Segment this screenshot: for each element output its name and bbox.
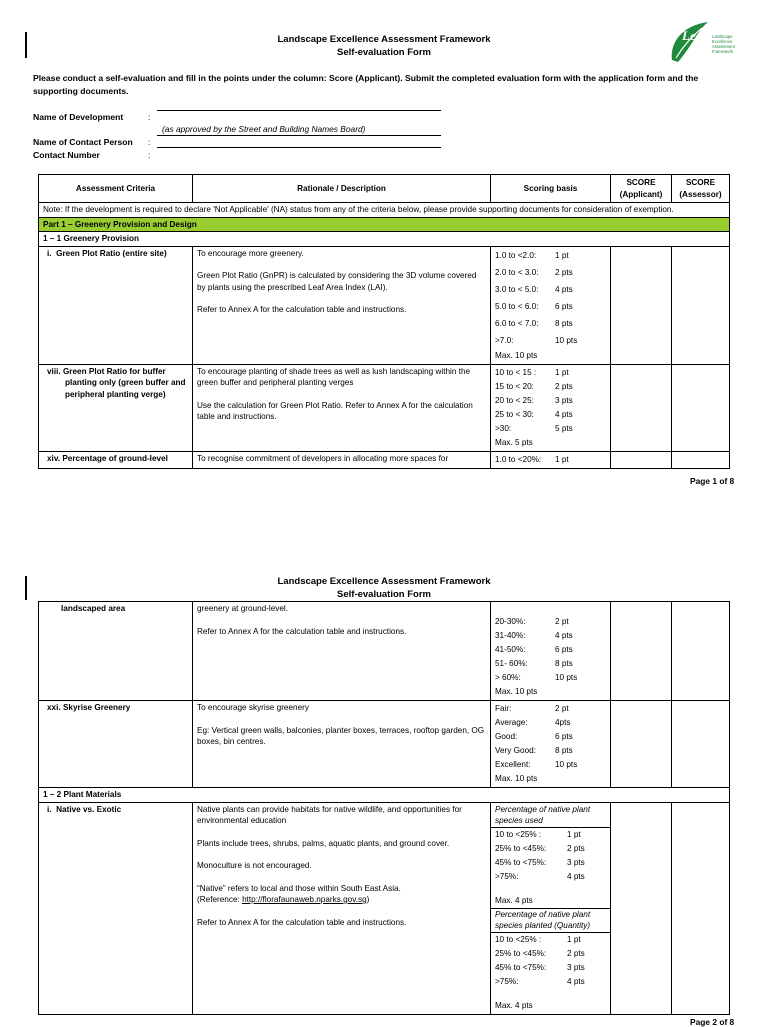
logo-caption-1: Landscape — [712, 34, 733, 39]
table-row — [39, 701, 730, 788]
contact-person-field[interactable] — [157, 135, 441, 136]
score-applicant-cell[interactable] — [611, 451, 672, 468]
part1-heading: Part 1 – Greenery Provision and Design — [39, 217, 730, 232]
rationale-ground: To recognise commitment of developers in allocating more spaces for — [193, 451, 491, 468]
page-number: Page 2 of 8 — [690, 1017, 735, 1027]
form-title: Landscape Excellence Assessment Framework — [277, 34, 491, 45]
logo-caption-4: Framework — [712, 49, 733, 54]
scoring-ground: 1.0 to <20%: 1 pt — [491, 451, 611, 468]
intro-instructions: Please conduct a self-evaluation and fill in the points under the column: Score (Applicant). Submit the completed evaluation form with the application form and the supporting documents. — [33, 73, 699, 96]
section-1-1-heading: 1 – 1 Greenery Provision — [39, 232, 730, 247]
page-2 — [0, 560, 768, 1027]
score-assessor-cell[interactable] — [672, 802, 730, 1014]
criteria-header: Assessment Criteria — [39, 175, 193, 203]
development-label: Name of Development — [33, 112, 124, 122]
criteria-ground: xiv. Percentage of ground-level — [39, 451, 193, 468]
scoring-ground-cont: 20-30%: 2 pt 31-40%: 4 pts 41-50%: 6 pts 51- 60%: 8 pts > 60%: 10 pts Max. 10 pts — [491, 602, 611, 701]
logo-caption-2: Excellence — [712, 39, 733, 44]
table-row — [39, 246, 730, 364]
criteria-native: i. Native vs. Exotic — [39, 802, 193, 1014]
table-row — [39, 364, 730, 451]
reference-link[interactable]: http://florafaunaweb.nparks.gov.sg — [242, 895, 367, 904]
scoring-native: Percentage of native plant species used 10 to <25% : 1 pt 25% to <45%: 2 pts 45% to <75%: 3 pts >75%: 4 pts Max. 4 pts Percentage of native plant species planted (Quantity) 10 to <25% : 1 pt 25% to <45%: 2 pts 45% to <75%: 3 pts >75%: 4 pts Max. 4 pts — [491, 802, 611, 1014]
logo-word: Leaf — [682, 28, 707, 43]
evaluation-table — [38, 174, 730, 469]
score-assessor-cell[interactable] — [672, 451, 730, 468]
page-number: Page 1 of 8 — [690, 476, 735, 486]
score-applicant-cell[interactable] — [611, 602, 672, 701]
contact-number-field[interactable] — [157, 147, 441, 148]
logo-caption-3: Assessment — [712, 44, 735, 49]
exemption-note: Note: If the development is required to declare 'Not Applicable' (NA) status from any of the criteria below, please provide supporting documents for consideration of exemption. — [39, 203, 730, 218]
score-assessor-header: SCORE (Assessor) — [672, 175, 730, 203]
native-species-caption: Percentage of native plant species used — [491, 804, 610, 828]
development-note: (as approved by the Street and Building Names Board) — [162, 124, 366, 134]
scoring-gpr: 1.0 to <2.0: 1 pt 2.0 to < 3.0: 2 pts 3.0 to < 5.0: 4 pts 5.0 to < 6.0: 6 pts 6.0 to < 7.0: 8 pts >7.0: 10 pts Max. 10 pts — [491, 246, 611, 364]
score-applicant-cell[interactable] — [611, 364, 672, 451]
score-assessor-cell[interactable] — [672, 364, 730, 451]
rationale-skyrise: To encourage skyrise greenery Eg: Vertical green walls, balconies, planter boxes, terraces, rooftop garden, OG boxes, bin centres. — [193, 701, 491, 788]
evaluation-table-continued — [38, 601, 730, 1015]
criteria-buffer: viii. Green Plot Ratio for buffer planting only (green buffer and peripheral planting verge) — [39, 364, 193, 451]
score-applicant-cell[interactable] — [611, 246, 672, 364]
contact-person-label: Name of Contact Person — [33, 137, 133, 147]
table-row — [39, 602, 730, 701]
rationale-gpr: To encourage more greenery. Green Plot Ratio (GnPR) is calculated by considering the 3D volume covered by plants using the prescribed Leaf Area Index (LAI). Refer to Annex A for the calculation table and instructions. — [193, 246, 491, 364]
form-subtitle: Self-evaluation Form — [337, 47, 431, 58]
score-applicant-header: SCORE (Applicant) — [611, 175, 672, 203]
leaf-logo — [668, 20, 740, 64]
score-assessor-cell[interactable] — [672, 602, 730, 701]
score-assessor-cell[interactable] — [672, 246, 730, 364]
native-quantity-caption: Percentage of native plant species planted (Quantity) — [491, 908, 610, 933]
form-subtitle: Self-evaluation Form — [337, 589, 431, 600]
score-applicant-cell[interactable] — [611, 802, 672, 1014]
rationale-buffer: To encourage planting of shade trees as well as lush landscaping within the green buffer and peripheral planting verges Use the calculation for Green Plot Ratio. Refer to Annex A for the calculation table and instructions. — [193, 364, 491, 451]
colon: : — [148, 150, 151, 160]
contact-number-label: Contact Number — [33, 150, 100, 160]
criteria-skyrise: xxi. Skyrise Greenery — [39, 701, 193, 788]
scoring-skyrise: Fair: 2 pt Average: 4pts Good: 6 pts Very Good: 8 pts Excellent: 10 pts Max. 10 pts — [491, 701, 611, 788]
colon: : — [148, 137, 151, 147]
score-applicant-cell[interactable] — [611, 701, 672, 788]
score-assessor-cell[interactable] — [672, 701, 730, 788]
table-row — [39, 802, 730, 1014]
form-title: Landscape Excellence Assessment Framework — [277, 576, 491, 587]
colon: : — [148, 112, 151, 122]
scoring-header: Scoring basis — [491, 175, 611, 203]
table-row — [39, 451, 730, 468]
rationale-ground-cont: greenery at ground-level. Refer to Annex A for the calculation table and instructions. — [193, 602, 491, 701]
criteria-gpr: i. Green Plot Ratio (entire site) — [39, 246, 193, 364]
rationale-native: Native plants can provide habitats for native wildlife, and opportunities for environmental education Plants include trees, shrubs, palms, aquatic plants, and ground cover. Monoculture is not encouraged. “Native” refers to local and those within South East Asia. (Reference: http://florafaunaweb.nparks.gov.sg) Refer to Annex A for the calculation table and instructions. — [193, 802, 491, 1014]
rationale-header: Rationale / Description — [193, 175, 491, 203]
criteria-ground-cont: landscaped area — [39, 602, 193, 701]
scoring-buffer: 10 to < 15 : 1 pt 15 to < 20: 2 pts 20 to < 25: 3 pts 25 to < 30: 4 pts >30: 5 pts Max. 5 pts — [491, 364, 611, 451]
section-1-2-heading: 1 – 2 Plant Materials — [39, 788, 730, 803]
development-name-field[interactable] — [157, 110, 441, 111]
